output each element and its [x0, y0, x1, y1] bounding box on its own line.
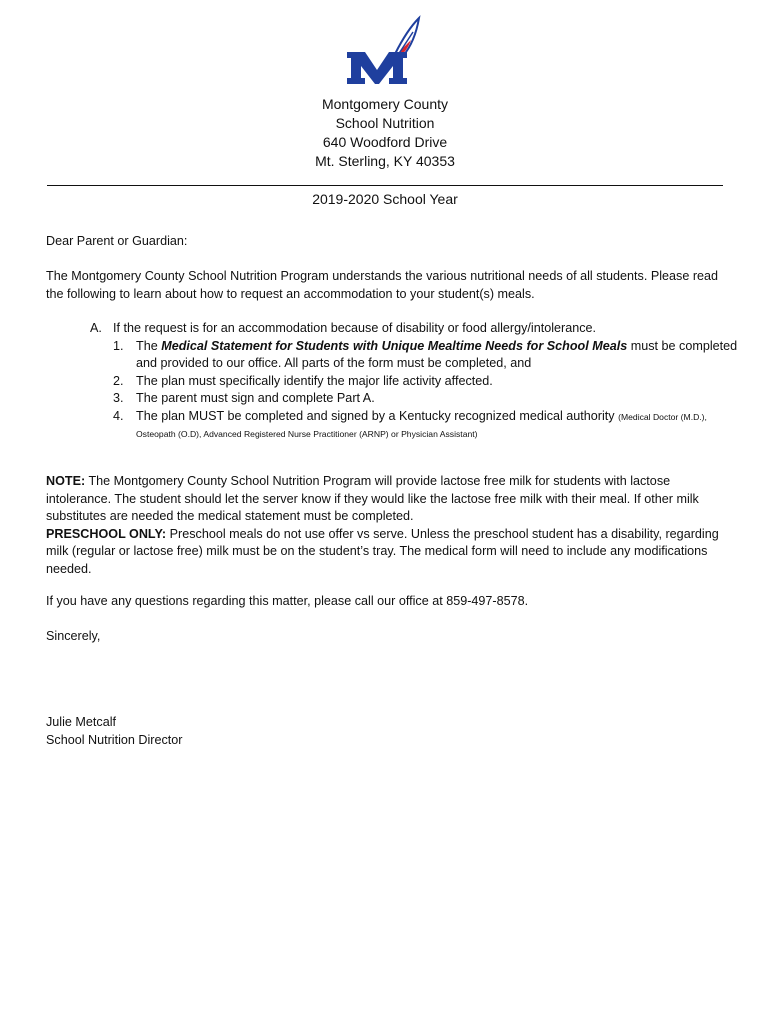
item-number: 4.: [113, 408, 124, 423]
preschool-paragraph: [46, 526, 736, 579]
item-number: 3.: [113, 391, 124, 405]
requirements-list: [113, 338, 743, 443]
header-divider: [47, 185, 723, 186]
item-number: 2.: [113, 373, 124, 388]
signature-block: [46, 714, 736, 749]
letterhead-address: [0, 95, 770, 171]
address-line: 640 Woodford Drive: [322, 134, 448, 150]
list-marker: A.: [90, 321, 102, 335]
section-a-text: If the request is for an accommodation because of disability or food allergy/intolerance.: [113, 321, 597, 335]
list-item: [113, 373, 743, 391]
note-label: NOTE:: [46, 474, 86, 488]
school-year: 2019-2020 School Year: [312, 191, 458, 207]
preschool-label: PRESCHOOL ONLY:: [46, 526, 167, 541]
school-logo: [343, 14, 421, 86]
form-title: Medical Statement for Students with Unique Mealtime Needs for School Meals: [161, 338, 628, 353]
closing: Sincerely,: [46, 629, 101, 643]
contact-line: If you have any questions regarding this matter, please call our office at 859-497-8578.: [46, 594, 529, 608]
salutation: Dear Parent or Guardian:: [46, 234, 188, 248]
preschool-text: Preschool meals do not use offer vs serve. Unless the preschool student has a disability, regarding milk (regular or lactose free) milk must be on the student’s tray. The medical form will need to include any modifications needed.: [46, 526, 719, 576]
list-item: [113, 408, 743, 443]
intro-paragraph: The Montgomery County School Nutrition Program understands the various nutritional needs of all students. Please read the following to learn about how to request an accommodation to your student(s) meals.: [46, 269, 719, 301]
authority-note: (Medical Doctor (M.D.), Osteopath (O.D), Advanced Registered Nurse Practitioner (ARNP) or Physician Assistant): [136, 411, 707, 439]
address-line: School Nutrition: [335, 115, 435, 131]
signature-name: Julie Metcalf: [46, 715, 116, 729]
address-line: Montgomery County: [321, 96, 449, 112]
item-text: The parent must sign and complete Part A.: [136, 391, 375, 405]
item-text: The plan MUST be completed and signed by a Kentucky recognized medical authority: [136, 408, 619, 423]
note-paragraph: [46, 473, 736, 526]
feather-quill-icon: [343, 14, 421, 86]
note-text: The Montgomery County School Nutrition Program will provide lactose free milk for students with lactose intolerance. The student should let the server know if they would like the lactose free milk with their meal. If other milk substitutes are needed the medical statement must be completed.: [46, 474, 699, 523]
signature-title: School Nutrition Director: [46, 732, 183, 747]
note-block: [46, 473, 736, 578]
item-text: The plan must specifically identify the major life activity affected.: [136, 373, 493, 388]
item-suffix: must be completed and provided to our office. All parts of the form must be completed, and: [136, 338, 738, 370]
list-item: [113, 390, 743, 408]
list-item: [113, 338, 743, 373]
item-number: 1.: [113, 338, 124, 353]
item-prefix: The: [136, 338, 162, 353]
address-line: Mt. Sterling, KY 40353: [315, 153, 455, 169]
